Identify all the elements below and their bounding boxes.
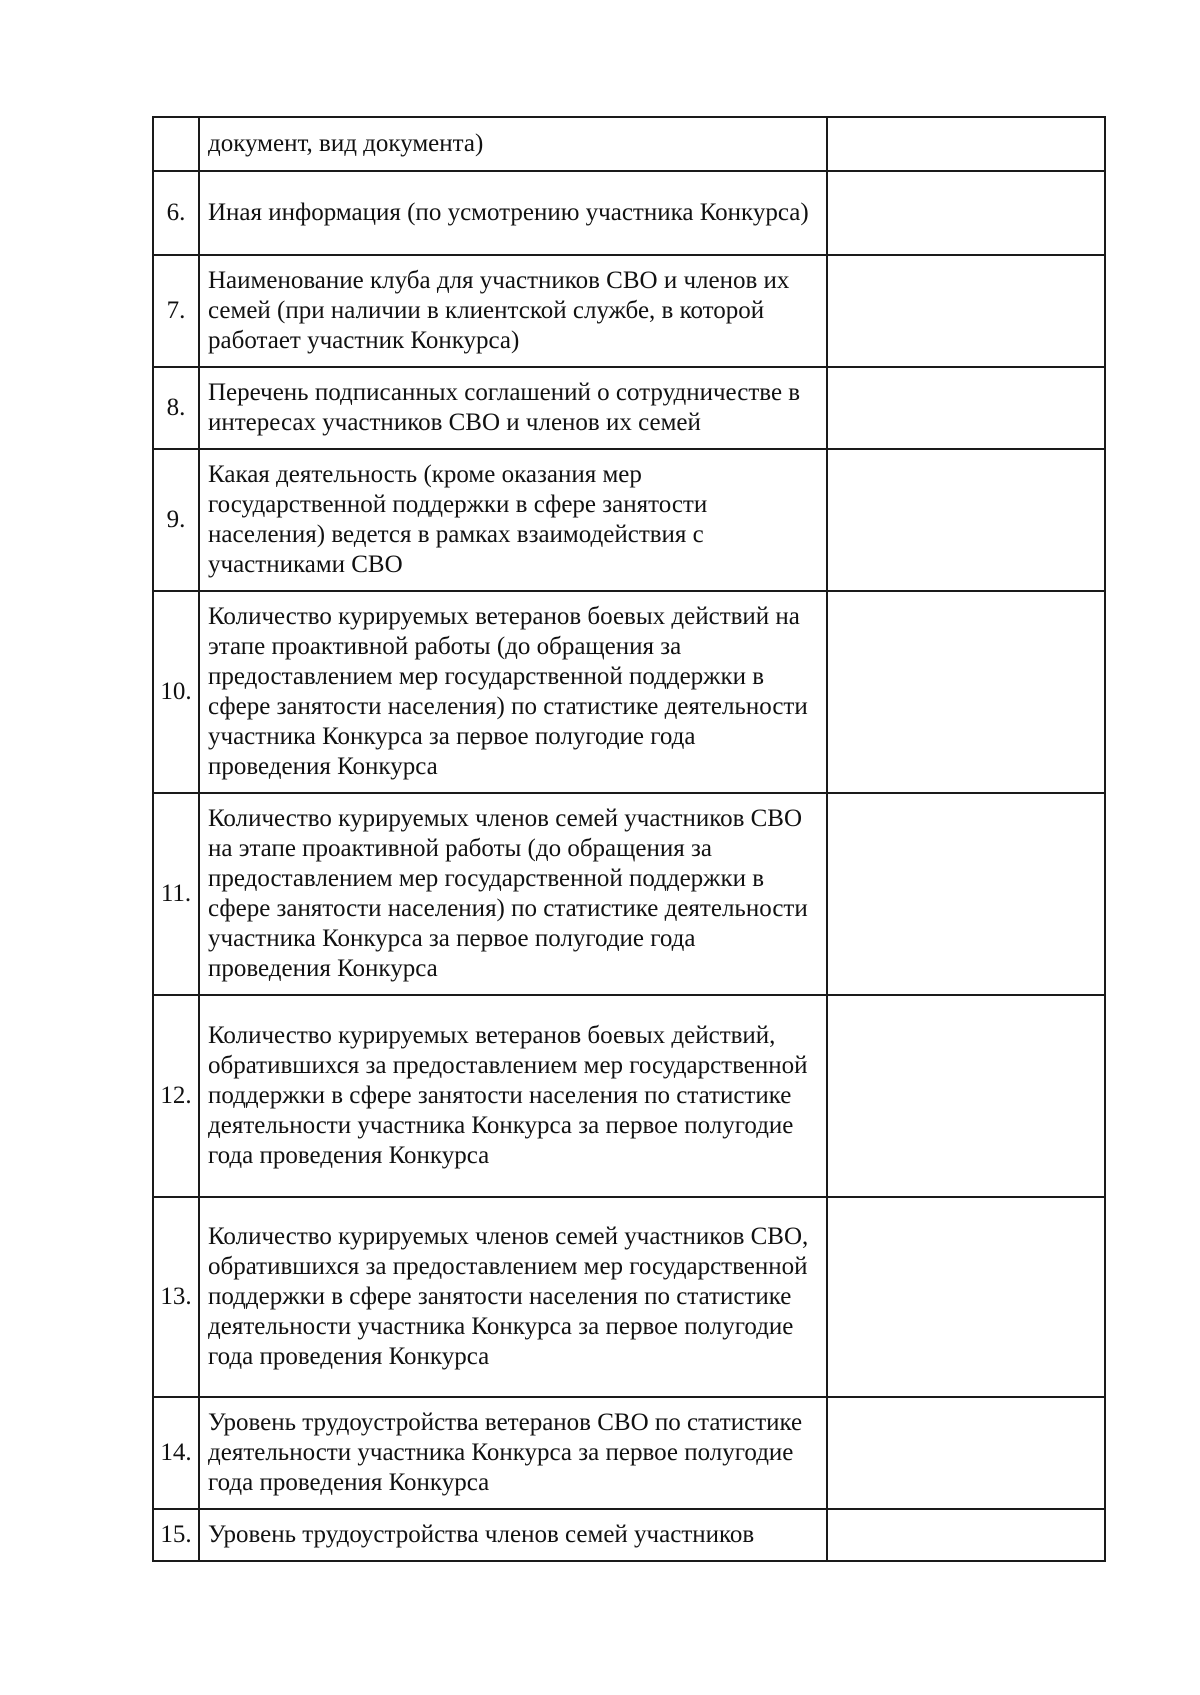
- table-row: [153, 793, 1105, 995]
- row-number: 7.: [153, 255, 199, 367]
- row-description: Количество курируемых членов семей участников СВО, обратившихся за предоставлением мер государственной поддержки в сфере занятости населения по статистике деятельности участника Конкурса за первое полугодие года проведения Конкурса: [199, 1197, 827, 1397]
- row-description: Иная информация (по усмотрению участника Конкурса): [199, 171, 827, 255]
- row-description: Наименование клуба для участников СВО и членов их семей (при наличии в клиентской службе, в которой работает участник Конкурса): [199, 255, 827, 367]
- row-description: Какая деятельность (кроме оказания мер государственной поддержки в сфере занятости населения) ведется в рамках взаимодействия с участниками СВО: [199, 449, 827, 591]
- row-description: Количество курируемых членов семей участников СВО на этапе проактивной работы (до обращения за предоставлением мер государственной поддержки в сфере занятости населения) по статистике деятельности участника Конкурса за первое полугодие года проведения Конкурса: [199, 793, 827, 995]
- row-description: документ, вид документа): [199, 117, 827, 171]
- table-row: [153, 171, 1105, 255]
- row-description: Перечень подписанных соглашений о сотрудничестве в интересах участников СВО и членов их семей: [199, 367, 827, 449]
- table-row: [153, 1397, 1105, 1509]
- row-number: 6.: [153, 171, 199, 255]
- row-value-cell: [827, 1197, 1105, 1397]
- row-number: 12.: [153, 995, 199, 1197]
- row-description: Уровень трудоустройства ветеранов СВО по статистике деятельности участника Конкурса за первое полугодие года проведения Конкурса: [199, 1397, 827, 1509]
- row-number: 15.: [153, 1509, 199, 1561]
- row-value-cell: [827, 995, 1105, 1197]
- row-number: 9.: [153, 449, 199, 591]
- table-row: [153, 591, 1105, 793]
- table-row: [153, 255, 1105, 367]
- row-value-cell: [827, 793, 1105, 995]
- row-description: Количество курируемых ветеранов боевых действий на этапе проактивной работы (до обращения за предоставлением мер государственной поддержки в сфере занятости населения) по статистике деятельности участника Конкурса за первое полугодие года проведения Конкурса: [199, 591, 827, 793]
- row-value-cell: [827, 1397, 1105, 1509]
- row-value-cell: [827, 449, 1105, 591]
- row-value-cell: [827, 171, 1105, 255]
- table-row: [153, 449, 1105, 591]
- table-row: [153, 1509, 1105, 1561]
- row-number: [153, 117, 199, 171]
- row-number: 11.: [153, 793, 199, 995]
- row-number: 8.: [153, 367, 199, 449]
- row-number: 13.: [153, 1197, 199, 1397]
- row-value-cell: [827, 117, 1105, 171]
- row-value-cell: [827, 367, 1105, 449]
- table-row: [153, 117, 1105, 171]
- row-description: Уровень трудоустройства членов семей участников: [199, 1509, 827, 1561]
- row-description: Количество курируемых ветеранов боевых действий, обратившихся за предоставлением мер государственной поддержки в сфере занятости населения по статистике деятельности участника Конкурса за первое полугодие года проведения Конкурса: [199, 995, 827, 1197]
- table-row: [153, 995, 1105, 1197]
- row-value-cell: [827, 1509, 1105, 1561]
- table-row: [153, 367, 1105, 449]
- row-number: 14.: [153, 1397, 199, 1509]
- row-value-cell: [827, 255, 1105, 367]
- row-value-cell: [827, 591, 1105, 793]
- row-number: 10.: [153, 591, 199, 793]
- form-table: [152, 116, 1106, 1562]
- table-row: [153, 1197, 1105, 1397]
